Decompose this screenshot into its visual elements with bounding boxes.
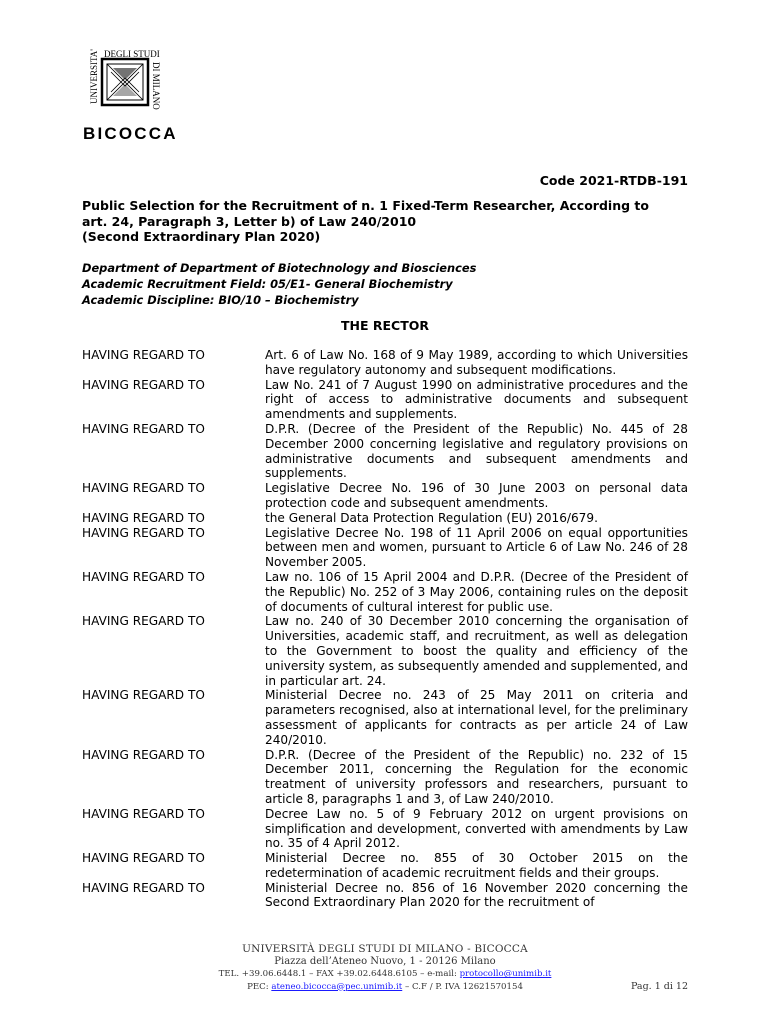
recital-text: the General Data Protection Regulation (EU) 2016/679.	[265, 510, 598, 525]
document-code: Code 2021-RTDB-191	[539, 173, 688, 188]
recital-text: Legislative Decree No. 198 of 11 April 2006 on equal opportunities between men and women, pursuant to Article 6 of Law No. 246 of 28 November 2005.	[265, 525, 688, 570]
logo-right-text: DI MILANO	[151, 62, 161, 110]
recital-text: Law no. 106 of 15 April 2004 and D.P.R. (Decree of the President of the Republic) No. 252 of 3 May 2006, containing rules on the deposit of documents of cultural interest for public use.	[265, 569, 688, 614]
email-link[interactable]: protocollo@unimib.it	[459, 969, 552, 979]
recital-item	[82, 526, 688, 570]
recruitment-field: Academic Recruitment Field: 05/E1- General Biochemistry	[82, 277, 453, 291]
recital-label: HAVING REGARD TO	[82, 421, 205, 436]
pec-link[interactable]: ateneo.bicocca@pec.unimib.it	[271, 981, 403, 992]
academic-discipline: Academic Discipline: BIO/10 – Biochemistry	[82, 293, 359, 307]
title-line: (Second Extraordinary Plan 2020)	[82, 229, 321, 244]
logo-top-text: DEGLI STUDI	[104, 49, 160, 59]
university-logo	[80, 48, 180, 148]
recital-label: HAVING REGARD TO	[82, 569, 205, 584]
title-line: Public Selection for the Recruitment of n. 1 Fixed-Term Researcher, According to	[82, 198, 649, 213]
title-line: art. 24, Paragraph 3, Letter b) of Law 240/2010	[82, 213, 417, 229]
recital-item	[82, 481, 688, 511]
recital-label: HAVING REGARD TO	[82, 851, 205, 866]
department-block	[82, 260, 476, 308]
recital-label: HAVING REGARD TO	[82, 481, 205, 496]
recital-label: HAVING REGARD TO	[82, 510, 205, 525]
footer-vat: – C.F / P. IVA 12621570154	[402, 981, 523, 992]
footer-university: UNIVERSITÀ DEGLI STUDI DI MILANO - BICOCCA	[242, 943, 528, 955]
recital-text: D.P.R. (Decree of the President of the Republic) No. 445 of 28 December 2000 concerning legislative and regulatory provisions on administrative documents and subsequent amendments and supplements.	[265, 421, 688, 481]
recital-item	[82, 422, 688, 481]
department-name: Department of Department of Biotechnology and Biosciences	[82, 261, 477, 275]
recital-text: Ministerial Decree no. 855 of 30 October 2015 on the redetermination of academic recruitment fields and their groups.	[265, 851, 688, 880]
recital-label: HAVING REGARD TO	[82, 688, 205, 703]
footer-address: Piazza dell’Ateneo Nuovo, 1 - 20126 Milano	[274, 955, 496, 967]
recital-label: HAVING REGARD TO	[82, 880, 205, 895]
recital-text: Law no. 240 of 30 December 2010 concerning the organisation of Universities, academic staff, and recruitment, as well as delegation to the Government to boost the quality and efficiency of the university system, as subsequently amended and supplemented, and in particular art. 24.	[265, 614, 688, 688]
recital-text: Ministerial Decree no. 243 of 25 May 2011 on criteria and parameters recognised, also at international level, for the preliminary assessment of applicants for contracts as per article 24 of Law 240/2010.	[265, 688, 688, 747]
page-number: Pag. 1 di 12	[630, 981, 688, 992]
recital-item	[82, 881, 688, 911]
document-title	[82, 198, 690, 245]
recital-text: Ministerial Decree no. 856 of 16 November 2020 concerning the Second Extraordinary Plan 2020 for the recruitment of	[265, 880, 688, 910]
rector-heading: THE RECTOR	[341, 318, 429, 333]
recital-item	[82, 511, 688, 526]
recital-item	[82, 348, 688, 378]
logo-left-text: UNIVERSITA'	[89, 49, 99, 104]
recital-item	[82, 748, 688, 807]
recital-label: HAVING REGARD TO	[82, 377, 205, 392]
recital-text: Legislative Decree No. 196 of 30 June 2003 on personal data protection code and subsequent amendments.	[265, 481, 688, 510]
recital-label: HAVING REGARD TO	[82, 525, 205, 540]
recital-label: HAVING REGARD TO	[82, 348, 205, 362]
footer-phone: TEL. +39.06.6448.1 – FAX +39.02.6448.6105 – e-mail:	[218, 969, 460, 979]
recital-text: Art. 6 of Law No. 168 of 9 May 1989, according to which Universities have regulatory autonomy and subsequent modifications.	[265, 348, 688, 377]
recital-text: Decree Law no. 5 of 9 February 2012 on urgent provisions on simplification and development, converted with amendments by Law no. 35 of 4 April 2012.	[265, 806, 688, 851]
recital-label: HAVING REGARD TO	[82, 747, 205, 762]
recital-text: Law No. 241 of 7 August 1990 on administrative procedures and the right of access to administrative documents and subsequent amendments and supplements.	[265, 377, 688, 422]
recital-item	[82, 614, 688, 688]
recital-label: HAVING REGARD TO	[82, 806, 205, 821]
recital-text: D.P.R. (Decree of the President of the Republic) no. 232 of 15 December 2011, concerning the Regulation for the economic treatment of university professors and researchers, pursuant to article 8, paragraphs 1 and 3, of Law 240/2010.	[265, 747, 688, 806]
recital-label: HAVING REGARD TO	[82, 614, 205, 629]
recital-item	[82, 807, 688, 851]
logo-bottom-text: BICOCCA	[83, 124, 178, 143]
recital-item	[82, 688, 688, 747]
footer-contacts	[0, 968, 770, 981]
footer-pec-label: PEC:	[247, 981, 272, 992]
recitals-list	[82, 348, 688, 910]
recital-item	[82, 378, 688, 422]
recital-item	[82, 570, 688, 614]
recital-item	[82, 851, 688, 881]
